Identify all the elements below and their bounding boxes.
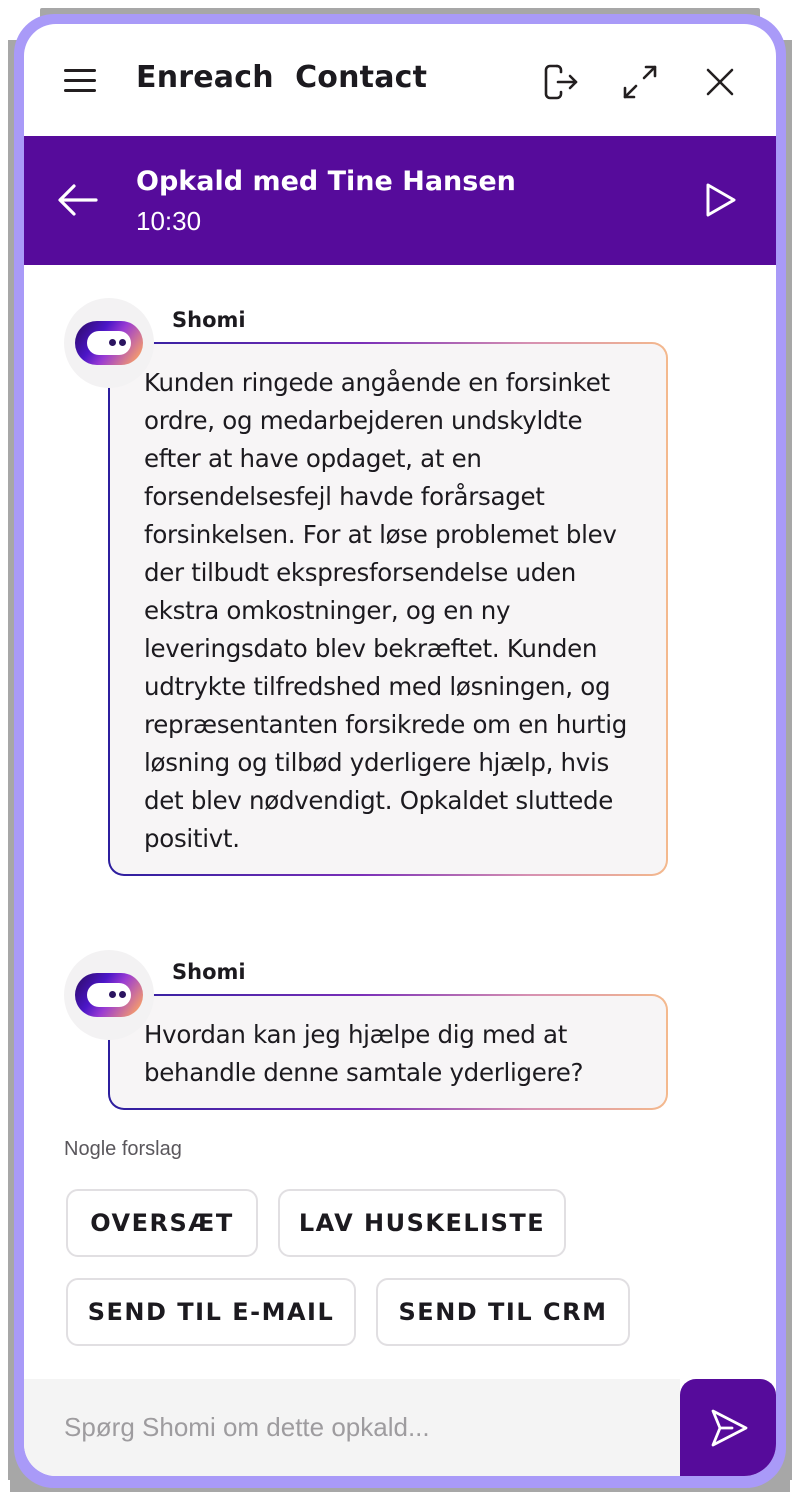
suggestion-translate-button[interactable]: OVERSÆT (66, 1189, 258, 1257)
suggestion-send-email-button[interactable]: SEND TIL E-MAIL (66, 1278, 356, 1346)
suggestion-todo-list-button[interactable]: LAV HUSKELISTE (278, 1189, 566, 1257)
message-text: Hvordan kan jeg hjælpe dig med at behandle denne samtale yderligere? (110, 996, 666, 1108)
shomi-avatar (64, 950, 154, 1040)
back-arrow-icon[interactable] (56, 180, 100, 220)
shomi-logo-icon (75, 321, 143, 365)
suggestion-send-crm-button[interactable]: SEND TIL CRM (376, 1278, 630, 1346)
expand-icon[interactable] (620, 62, 660, 102)
message-sender: Shomi (172, 308, 246, 332)
message-input-area (24, 1379, 680, 1476)
call-title: Opkald med Tine Hansen (136, 166, 516, 197)
send-icon (708, 1407, 750, 1449)
message-text: Kunden ringede angående en forsinket ordre, og medarbejderen undskyldte efter at have opdaget, at en forsendelsesfejl havde forårsaget forsinkelsen. For at løse problemet blev der tilbudt ekspresforsendelse uden ekstra omkostninger, og en ny leveringsdato blev bekræftet. Kunden udtrykte tilfredshed med løsningen, og repræsentanten forsikrede om en hurtig løsning og tilbød yderligere hjælp, hvis det blev nødvendigt. Opkaldet sluttede positivt. (110, 344, 666, 874)
send-button[interactable] (680, 1379, 776, 1476)
message-bubble (108, 994, 668, 1110)
app-title: Enreach Contact (136, 60, 428, 95)
message-sender: Shomi (172, 960, 246, 984)
chat-widget (24, 24, 776, 1476)
exit-icon[interactable] (540, 62, 580, 102)
call-time: 10:30 (136, 206, 202, 236)
close-icon[interactable] (700, 62, 740, 102)
play-icon[interactable] (700, 180, 740, 220)
suggestions-label: Nogle forslag (64, 1138, 182, 1160)
message-bubble (108, 342, 668, 876)
call-bar (24, 136, 776, 265)
shomi-logo-icon (75, 973, 143, 1017)
app-header (24, 24, 776, 136)
menu-icon[interactable] (64, 68, 96, 94)
message-input[interactable] (64, 1379, 664, 1476)
shomi-avatar (64, 298, 154, 388)
